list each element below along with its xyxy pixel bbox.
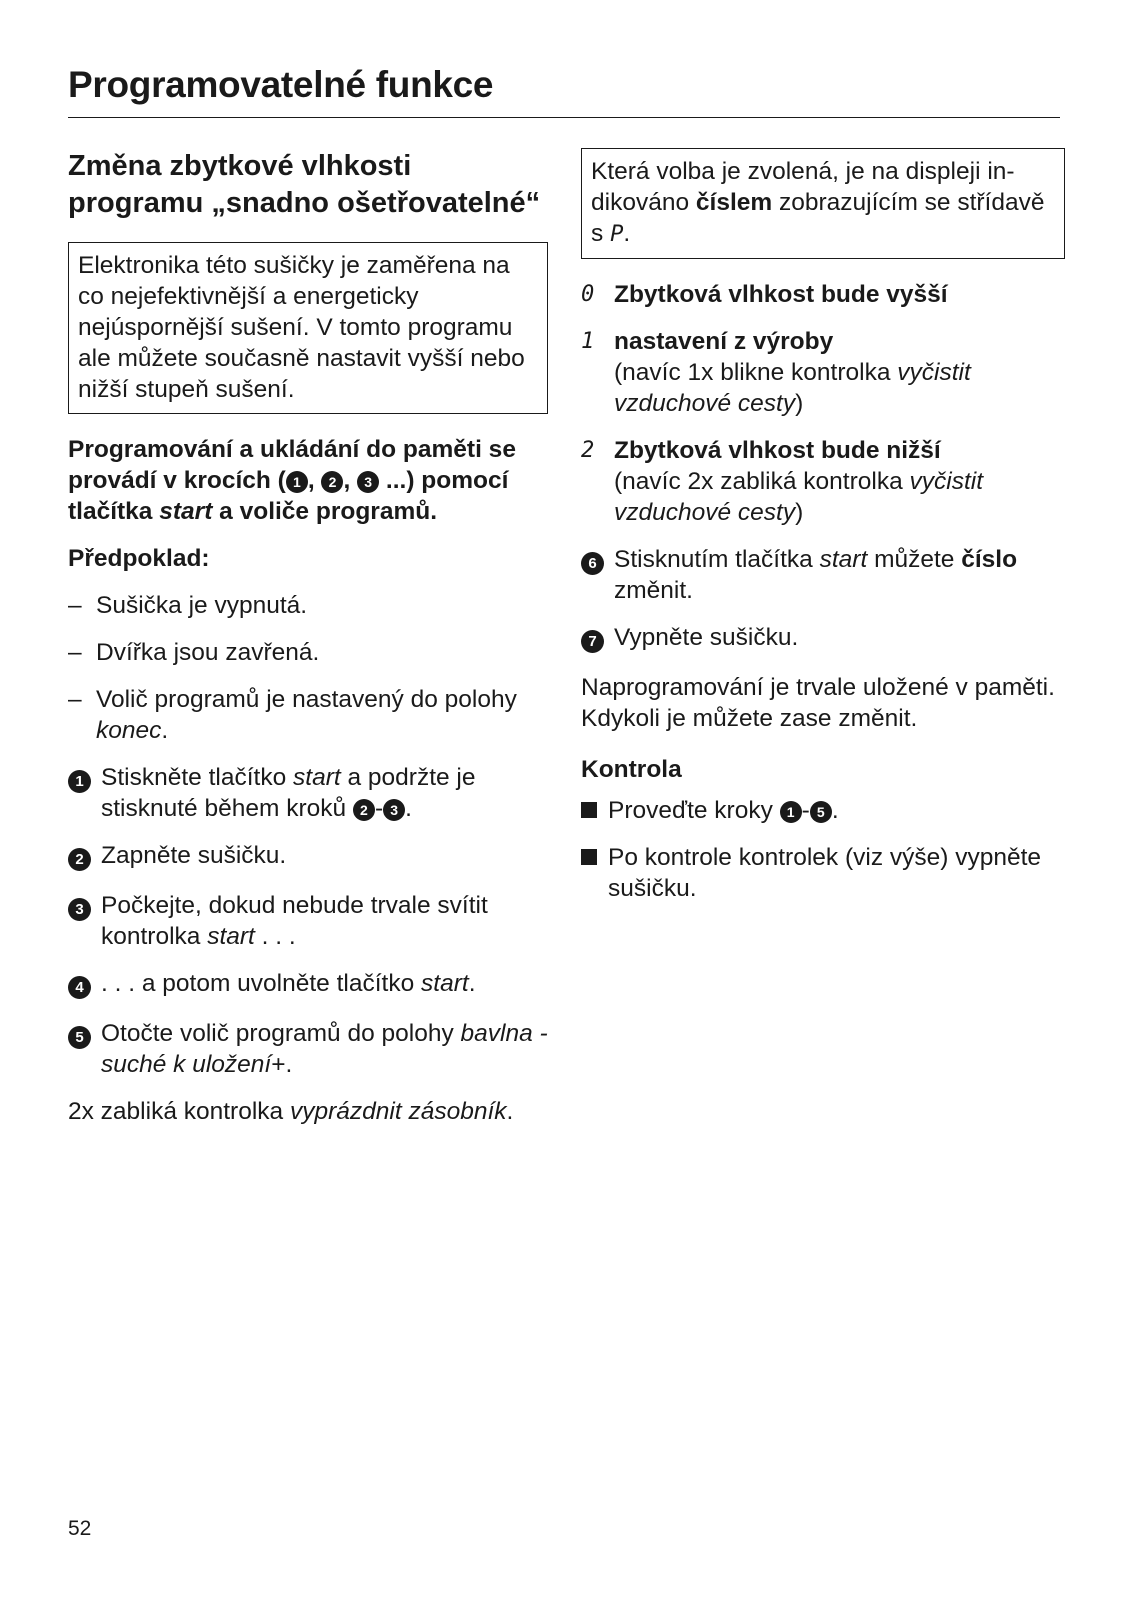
dash-marker: – — [68, 592, 82, 619]
step-ref-icon: 2 — [353, 799, 375, 821]
page-number: 52 — [68, 1517, 92, 1540]
section-title: Změna zbytkové vlhkosti programu „snadno ošetřovatelné“ — [68, 150, 541, 219]
precondition-item: – Dvířka jsou zavřená. — [68, 639, 320, 666]
precondition-heading: Předpoklad: — [68, 545, 210, 572]
precondition-item: – Volič programů je nastavený do polohy konec. — [68, 686, 517, 744]
step-number-icon: 6 — [581, 552, 604, 575]
step-item: 7 Vypněte sušičku. — [581, 622, 1065, 656]
step-number-icon: 2 — [68, 848, 91, 871]
info-box: Která volba je zvolená, je na displeji indikováno číslem zobrazujícím se střídavě s P. — [581, 148, 1065, 259]
page-title: Programovatelné funkce — [68, 64, 494, 105]
step-item: 5 Otočte volič programů do polohy bavlna - suché k uložení+. — [68, 1018, 548, 1080]
right-column — [581, 148, 1065, 920]
precondition-item: – Sušička je vypnutá. — [68, 592, 308, 619]
title-divider — [68, 117, 1060, 118]
blink-note: 2x zabliká kontrolka vyprázdnit zásobník. — [68, 1098, 514, 1125]
step-3-icon: 3 — [357, 471, 379, 493]
step-item: 6 Stisknutím tlačítka start můžete číslo změnit. — [581, 544, 1065, 606]
dash-marker: – — [68, 639, 82, 666]
step-number-icon: 3 — [68, 898, 91, 921]
step-item: 4 . . . a potom uvolněte tlačítko start. — [68, 968, 548, 1002]
step-item: 3 Počkejte, dokud nebude trvale svítit kontrolka start . . . — [68, 890, 548, 952]
check-item: Proveďte kroky 1 - 5 . — [581, 795, 1065, 826]
step-number-icon: 1 — [68, 770, 91, 793]
option-item: 0 Zbytková vlhkost bude vyšší — [581, 281, 948, 308]
step-1-icon: 1 — [286, 471, 308, 493]
saved-note: Naprogramování je trvale uložené v paměti. Kdykoli je můžete zase změnit. — [581, 674, 1055, 732]
display-code: 0 — [581, 282, 595, 307]
option-item: 2 Zbytková vlhkost bude nižší (navíc 2x zabliká kontrolka vyčistit vzduchové cesty) — [581, 437, 983, 526]
programming-instruction: Programování a ukládání do paměti se provádí v krocích ( 1 , 2 , 3 ...) pomocí tlačítka start a voliče programů. — [68, 436, 516, 525]
step-2-icon: 2 — [321, 471, 343, 493]
step-ref-icon: 1 — [780, 801, 802, 823]
display-p-glyph: P — [610, 222, 624, 247]
step-number-icon: 4 — [68, 976, 91, 999]
step-item: 1 Stiskněte tlačítko start a podržte je stisknuté během kroků 2 - 3 . — [68, 762, 548, 824]
step-item: 2 Zapněte sušičku. — [68, 840, 548, 874]
left-column — [68, 148, 548, 1143]
step-ref-icon: 3 — [383, 799, 405, 821]
check-item: Po kontrole kontrolek (viz výše) vypněte sušičku. — [581, 842, 1065, 904]
step-ref-icon: 5 — [810, 801, 832, 823]
display-code: 2 — [581, 438, 595, 463]
intro-box: Elektronika této sušičky je zaměřena na co nejefektivnější a energeticky nejúspornější sušení. V tomto programu ale můžete současně nastavit vyšší nebo nižší stupeň sušení. — [68, 242, 548, 414]
option-item: 1 nastavení z výroby (navíc 1x blikne kontrolka vyčistit vzduchové cesty) — [581, 328, 971, 417]
square-bullet-icon — [581, 849, 597, 865]
step-number-icon: 7 — [581, 630, 604, 653]
check-heading: Kontrola — [581, 756, 682, 783]
dash-marker: – — [68, 686, 82, 713]
display-code: 1 — [581, 329, 595, 354]
square-bullet-icon — [581, 802, 597, 818]
step-number-icon: 5 — [68, 1026, 91, 1049]
